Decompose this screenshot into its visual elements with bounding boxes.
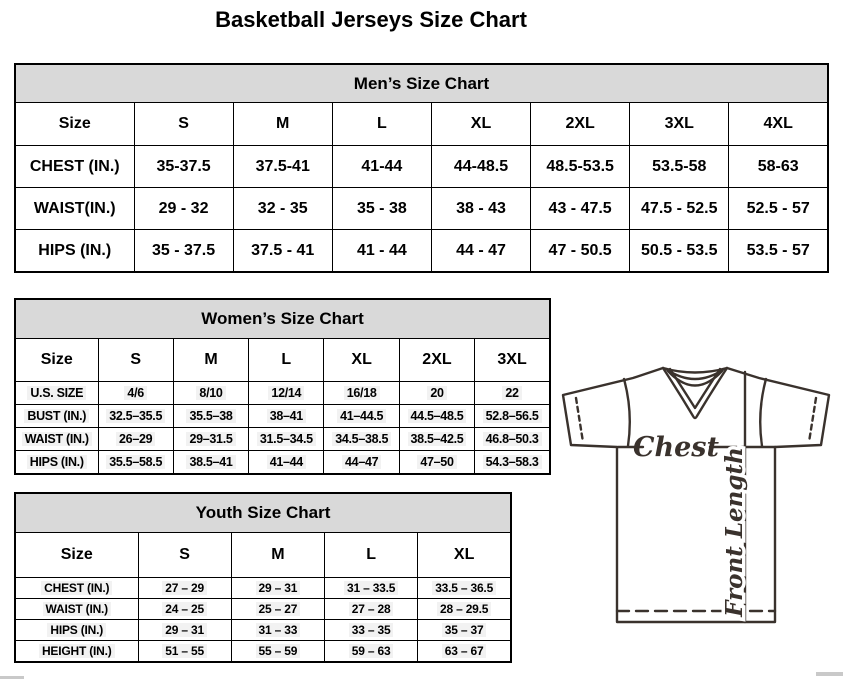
value-cell: 24 – 25	[138, 599, 231, 620]
row-label-cell: WAIST (IN.)	[15, 599, 138, 620]
value-cell: 35 - 37.5	[134, 230, 233, 273]
value-cell: 44–47	[324, 451, 399, 475]
value-cell: 29–31.5	[173, 428, 248, 451]
value-cell: 41-44	[332, 146, 431, 188]
value-cell: 38.5–41	[173, 451, 248, 475]
column-header: XL	[324, 339, 399, 382]
value-cell: 52.5 - 57	[729, 188, 828, 230]
value-cell: 47–50	[399, 451, 474, 475]
value-cell: 63 – 67	[418, 641, 511, 663]
column-header: L	[332, 103, 431, 146]
column-header: XL	[418, 533, 511, 578]
row-label-cell: CHEST (IN.)	[15, 146, 134, 188]
value-cell: 12/14	[249, 382, 324, 405]
value-cell: 47 - 50.5	[531, 230, 630, 273]
column-header: Size	[15, 533, 138, 578]
value-cell: 38–41	[249, 405, 324, 428]
column-header: M	[173, 339, 248, 382]
page-title: Basketball Jerseys Size Chart	[215, 7, 527, 32]
value-cell: 4/6	[98, 382, 173, 405]
column-header: 2XL	[531, 103, 630, 146]
value-cell: 55 – 59	[231, 641, 324, 663]
row-label-cell: CHEST (IN.)	[15, 578, 138, 599]
chest-label: Chest	[633, 432, 719, 463]
value-cell: 29 - 32	[134, 188, 233, 230]
value-cell: 58-63	[729, 146, 828, 188]
right-cuff-stitch	[809, 398, 816, 442]
column-header: M	[231, 533, 324, 578]
column-header: 3XL	[630, 103, 729, 146]
value-cell: 32.5–35.5	[98, 405, 173, 428]
value-cell: 44 - 47	[431, 230, 530, 273]
right-armhole-seam	[760, 379, 766, 446]
value-cell: 29 – 31	[138, 620, 231, 641]
value-cell: 28 – 29.5	[418, 599, 511, 620]
value-cell: 22	[475, 382, 550, 405]
column-header: Size	[15, 339, 98, 382]
jersey-measurement-diagram	[556, 360, 836, 630]
row-label-cell: HIPS (IN.)	[15, 230, 134, 273]
value-cell: 43 - 47.5	[531, 188, 630, 230]
value-cell: 35.5–58.5	[98, 451, 173, 475]
column-header: XL	[431, 103, 530, 146]
column-header: S	[138, 533, 231, 578]
horizontal-scrollbar-fragment-right[interactable]	[816, 672, 843, 676]
value-cell: 38.5–42.5	[399, 428, 474, 451]
value-cell: 51 – 55	[138, 641, 231, 663]
value-cell: 52.8–56.5	[475, 405, 550, 428]
value-cell: 35 – 37	[418, 620, 511, 641]
table-section-title: Women’s Size Chart	[15, 299, 550, 339]
value-cell: 41 - 44	[332, 230, 431, 273]
value-cell: 29 – 31	[231, 578, 324, 599]
value-cell: 37.5-41	[233, 146, 332, 188]
value-cell: 25 – 27	[231, 599, 324, 620]
table-section-title: Youth Size Chart	[15, 493, 511, 533]
row-label-cell: WAIST(IN.)	[15, 188, 134, 230]
value-cell: 35 - 38	[332, 188, 431, 230]
value-cell: 38 - 43	[431, 188, 530, 230]
row-label-cell: BUST (IN.)	[15, 405, 98, 428]
value-cell: 27 – 28	[325, 599, 418, 620]
value-cell: 41–44	[249, 451, 324, 475]
value-cell: 31 – 33	[231, 620, 324, 641]
column-header: L	[249, 339, 324, 382]
mens-size-table	[14, 63, 829, 273]
value-cell: 53.5-58	[630, 146, 729, 188]
value-cell: 34.5–38.5	[324, 428, 399, 451]
value-cell: 47.5 - 52.5	[630, 188, 729, 230]
value-cell: 37.5 - 41	[233, 230, 332, 273]
value-cell: 31.5–34.5	[249, 428, 324, 451]
value-cell: 32 - 35	[233, 188, 332, 230]
value-cell: 8/10	[173, 382, 248, 405]
row-label-cell: HIPS (IN.)	[15, 451, 98, 475]
value-cell: 35.5–38	[173, 405, 248, 428]
column-header: Size	[15, 103, 134, 146]
column-header: 4XL	[729, 103, 828, 146]
value-cell: 33 – 35	[325, 620, 418, 641]
value-cell: 44.5–48.5	[399, 405, 474, 428]
table-section-title: Men’s Size Chart	[15, 64, 828, 103]
value-cell: 46.8–50.3	[475, 428, 550, 451]
value-cell: 35-37.5	[134, 146, 233, 188]
row-label-cell: HIPS (IN.)	[15, 620, 138, 641]
column-header: 3XL	[475, 339, 550, 382]
value-cell: 44-48.5	[431, 146, 530, 188]
column-header: S	[98, 339, 173, 382]
value-cell: 59 – 63	[325, 641, 418, 663]
column-header: L	[325, 533, 418, 578]
youth-size-table	[14, 492, 512, 663]
front-length-label: Front Length	[721, 447, 748, 617]
column-header: 2XL	[399, 339, 474, 382]
value-cell: 41–44.5	[324, 405, 399, 428]
column-header: S	[134, 103, 233, 146]
value-cell: 26–29	[98, 428, 173, 451]
value-cell: 33.5 – 36.5	[418, 578, 511, 599]
row-label-cell: U.S. SIZE	[15, 382, 98, 405]
value-cell: 54.3–58.3	[475, 451, 550, 475]
value-cell: 50.5 - 53.5	[630, 230, 729, 273]
column-header: M	[233, 103, 332, 146]
row-label-cell: HEIGHT (IN.)	[15, 641, 138, 663]
row-label-cell: WAIST (IN.)	[15, 428, 98, 451]
value-cell: 48.5-53.5	[531, 146, 630, 188]
left-armhole-seam	[624, 379, 630, 446]
left-cuff-stitch	[576, 398, 583, 442]
value-cell: 16/18	[324, 382, 399, 405]
value-cell: 20	[399, 382, 474, 405]
value-cell: 27 – 29	[138, 578, 231, 599]
womens-size-table	[14, 298, 551, 475]
value-cell: 31 – 33.5	[325, 578, 418, 599]
value-cell: 53.5 - 57	[729, 230, 828, 273]
